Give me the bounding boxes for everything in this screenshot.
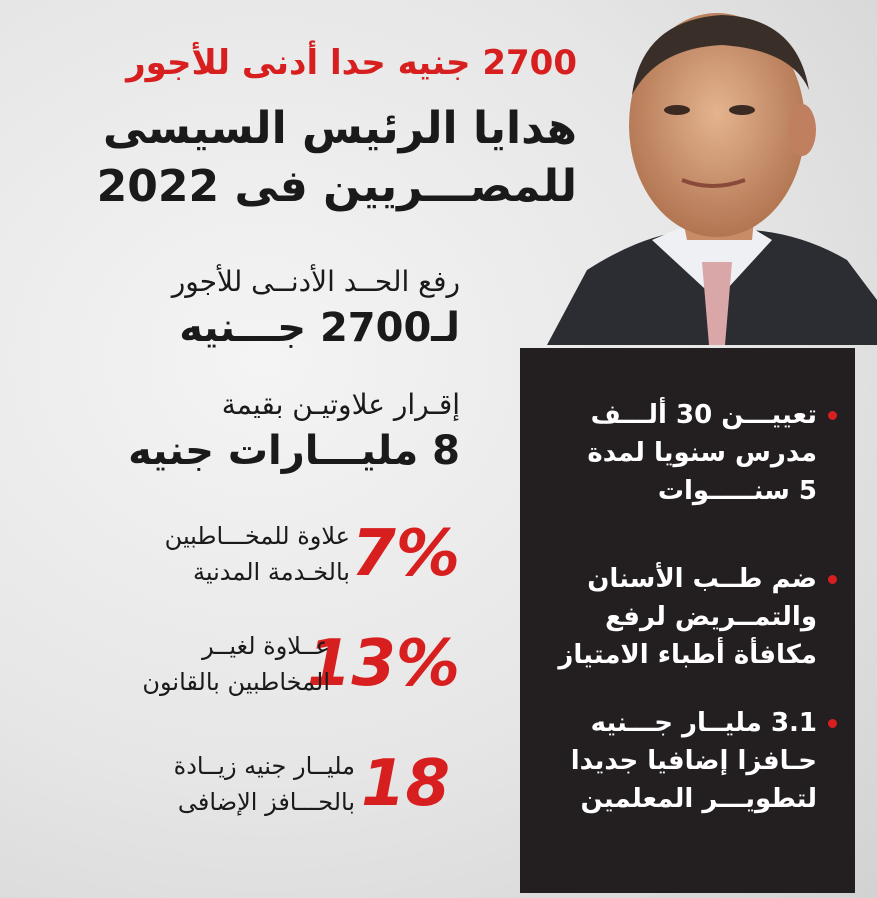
headline-line-1: هدايا الرئيس السيسى	[103, 103, 577, 154]
bullet-dot-icon	[828, 575, 837, 584]
info-raises	[20, 385, 460, 477]
panel-bullet-teachers	[537, 396, 837, 510]
bullet-line: والتمــريض لرفع	[605, 602, 817, 632]
bullet-line: مدرس سنويا لمدة	[587, 438, 817, 468]
bullet-line: مكافأة أطباء الامتياز	[558, 640, 817, 670]
portrait-photo	[547, 0, 877, 345]
panel-bullet-teacher-incentive	[537, 704, 837, 818]
headline-line-2: للمصـــريين فى 2022	[96, 161, 577, 212]
info-line: رفع الحــد الأدنــى للأجور	[171, 265, 460, 298]
bullet-line: لتطويـــر المعلمين	[580, 784, 817, 814]
stat-number: 18	[360, 747, 450, 821]
stat-text-line: بالخـدمة المدنية	[192, 558, 350, 586]
info-min-wage	[20, 262, 460, 354]
bullet-dot-icon	[828, 411, 837, 420]
stat-text	[174, 748, 355, 820]
stat-non-covered	[20, 622, 460, 722]
headline-red: 2700 جنيه حدا أدنى للأجور	[126, 43, 577, 83]
dark-panel	[520, 348, 855, 893]
panel-bullet-dentistry	[537, 560, 837, 674]
stat-civil-service	[20, 512, 460, 612]
stat-incentive	[20, 742, 460, 842]
stat-text-line: بالحـــافز الإضافى	[177, 788, 355, 816]
info-value: لـ2700 جـــنيه	[179, 305, 460, 351]
stat-text-line: مليــار جنيه زيــادة	[173, 752, 355, 780]
info-line: إقـرار علاوتيـن بقيمة	[221, 388, 460, 421]
bullet-line: 5 سنـــــوات	[657, 476, 817, 506]
stat-text	[165, 518, 350, 590]
stat-number: 13%	[306, 627, 460, 701]
stat-text-line: علاوة للمخـــاطبين	[164, 522, 350, 550]
bullet-line: تعييـــن 30 ألـــف	[590, 400, 817, 430]
bullet-line: حـافزا إضافيا جديدا	[570, 746, 817, 776]
bullet-line: 3.1 مليــار جـــنيه	[590, 708, 817, 738]
bullet-line: ضم طــب الأسنان	[587, 564, 817, 594]
stat-number: 7%	[351, 517, 460, 591]
info-value: 8 مليـــارات جنيه	[128, 428, 460, 474]
stat-text	[142, 628, 330, 700]
stat-text-line: المخاطبين بالقانون	[142, 668, 330, 696]
headline	[37, 100, 577, 216]
stat-text-line: عــلاوة لغيــر	[202, 632, 330, 660]
bullet-dot-icon	[828, 719, 837, 728]
